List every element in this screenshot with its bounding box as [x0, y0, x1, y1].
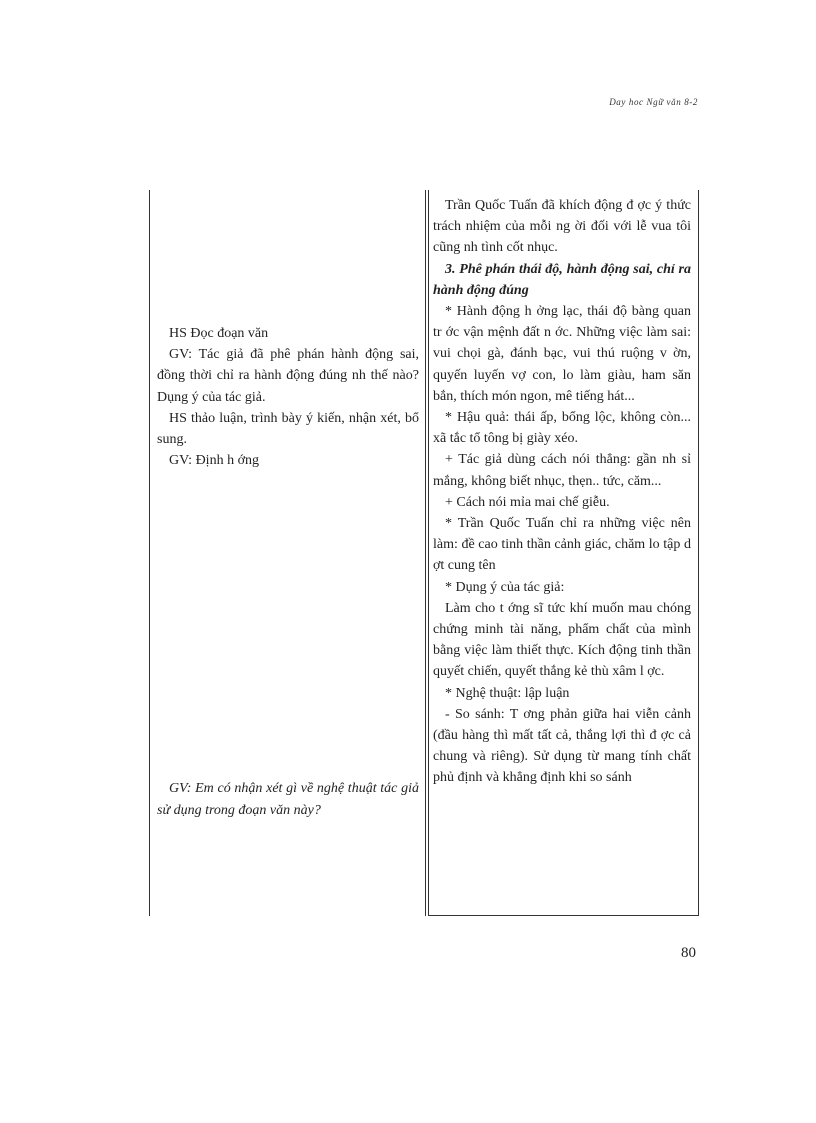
right-para-actions: * Hành động h ởng lạc, thái độ bàng quan tr ớc vận mệnh đất n ớc. Những việc làm sai: vui chọi gà, đánh bạc, vui thú ruộng v ờn, quyến luyến vợ con, lo làm giàu, ham săn bắn, thích món ngon, mê tiếng hát...: [433, 304, 691, 404]
right-para-intent-heading: * Dụng ý của tác giả:: [445, 579, 565, 595]
left-line-discuss: HS thảo luận, trình bày ý kiến, nhận xét, bổ sung.: [157, 410, 419, 448]
table-left-border: [149, 190, 150, 916]
right-para-consequence: * Hậu quả: thái ấp, bổng lộc, không còn... xã tắc tổ tông bị giày xéo.: [433, 410, 691, 447]
table-bottom-border: [428, 915, 699, 916]
left-line-read: HS Đọc đoạn văn: [169, 326, 269, 341]
left-column: [157, 0, 419, 821]
right-para-direct: + Tác giả dùng cách nói thẳng: gần nh sỉ mắng, không biết nhục, thẹn.. tức, căm...: [433, 452, 691, 489]
right-para-comparison: - So sánh: T ơng phản giữa hai viễn cảnh (đầu hàng thì mất tất cả, thắng lợi thì đ ợc cả chung và riêng). Sử dụng từ mang tính chất phủ định và khẳng định khi so sánh: [433, 706, 691, 786]
table-divider-2: [428, 190, 429, 916]
right-para-intro: Trần Quốc Tuấn đã khích động đ ợc ý thức trách nhiệm của mỗi ng ời đối với lễ vua tôi cũng nh tình cốt nhục.: [433, 198, 691, 256]
left-line-art-question: GV: Em có nhận xét gì về nghệ thuật tác giả sử dụng trong đoạn văn này?: [157, 781, 419, 818]
running-header: Day hoc Ngữ văn 8-2: [609, 97, 698, 107]
right-para-intent: Làm cho t ớng sĩ tức khí muốn mau chóng chứng minh tài năng, phẩm chất của mình bằng việc làm thiết thực. Kích động tinh thần quyết chiến, quyết thắng kẻ thù xâm l ợc.: [433, 600, 691, 680]
left-line-question: GV: Tác giả đã phê phán hành động sai, đồng thời chỉ ra hành động đúng nh thế nào? Dụng ý của tác giả.: [157, 347, 419, 405]
left-line-orient: GV: Định h ớng: [169, 453, 259, 469]
table-right-border: [698, 190, 699, 916]
right-column: [433, 195, 691, 789]
right-para-should: * Trần Quốc Tuấn chỉ ra những việc nên làm: đề cao tinh thần cảnh giác, chăm lo tập d ợt cung tên: [433, 516, 691, 574]
right-section-heading: 3. Phê phán thái độ, hành động sai, chỉ ra hành động đúng: [433, 261, 691, 298]
page-number: 80: [681, 945, 696, 961]
table-divider-1: [425, 190, 426, 916]
right-para-art-heading: * Nghệ thuật: lập luận: [445, 685, 570, 701]
right-para-irony: + Cách nói mỉa mai chế giễu.: [445, 494, 610, 510]
